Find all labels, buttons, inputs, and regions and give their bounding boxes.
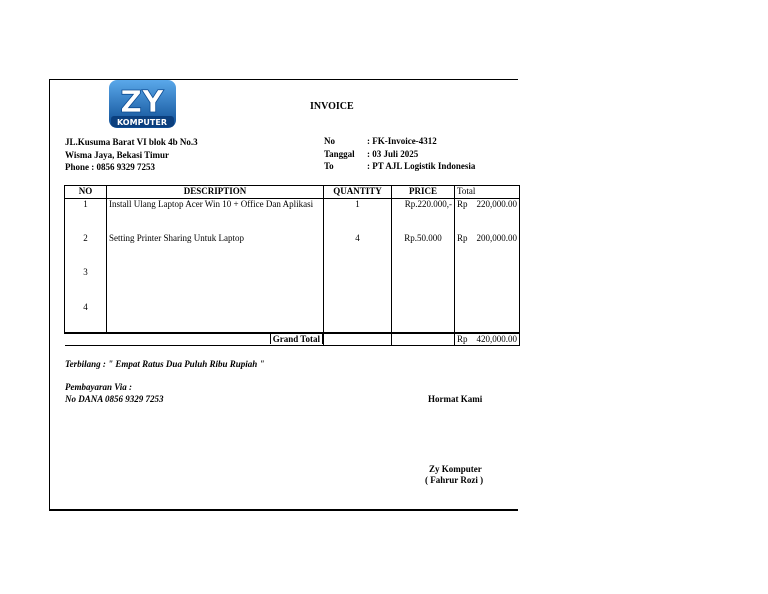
- amount-in-words: Terbilang : " Empat Ratus Dua Puluh Ribu Rupiah ": [65, 359, 265, 369]
- invoice-to-value: : PT AJL Logistik Indonesia: [367, 161, 476, 171]
- row-no: 3: [65, 267, 107, 302]
- row-total-prefix: Rp: [457, 232, 468, 243]
- invoice-to-label: To: [324, 161, 334, 171]
- grand-total-value: 420,000.00: [476, 333, 517, 344]
- header-description: DESCRIPTION: [107, 186, 324, 199]
- row-total-value: 200,000.00: [476, 232, 517, 243]
- company-address-line2: Wisma Jaya, Bekasi Timur: [65, 150, 170, 160]
- header-quantity: QUANTITY: [324, 186, 392, 199]
- row-price: Rp.220.000,-: [392, 199, 455, 233]
- row-quantity: 4: [324, 233, 392, 267]
- svg-text:ZY: ZY: [120, 85, 164, 120]
- table-row: [65, 302, 520, 333]
- row-total: [455, 302, 520, 333]
- invoice-date-value: : 03 Juli 2025: [367, 149, 419, 159]
- header-no: NO: [65, 186, 107, 199]
- header-total: Total: [455, 186, 520, 199]
- row-total: [455, 233, 520, 267]
- row-no: 1: [65, 199, 107, 233]
- invoice-date-label: Tanggal: [324, 149, 355, 159]
- invoice-title: INVOICE: [310, 101, 354, 112]
- payment-label: Pembayaran Via :: [65, 382, 132, 392]
- row-total: [455, 199, 520, 233]
- svg-text:KOMPUTER: KOMPUTER: [116, 118, 168, 127]
- row-quantity: [324, 267, 392, 302]
- signature-company: Zy Komputer: [429, 464, 482, 474]
- header-price: PRICE: [392, 186, 455, 199]
- grand-total-price: [392, 333, 455, 346]
- invoice-no-label: No: [324, 136, 335, 146]
- row-no: 4: [65, 302, 107, 333]
- table-row: [65, 267, 520, 302]
- row-description: Setting Printer Sharing Untuk Laptop: [107, 233, 324, 267]
- row-price: [392, 302, 455, 333]
- grand-total-cell: [65, 333, 324, 346]
- company-logo: [108, 79, 177, 129]
- grand-total-row: [65, 333, 520, 346]
- items-table: [64, 185, 520, 346]
- payment-account: No DANA 0856 9329 7253: [65, 394, 164, 404]
- invoice-no-value: : FK-Invoice-4312: [367, 136, 437, 146]
- table-row: [65, 199, 520, 233]
- row-price: [392, 267, 455, 302]
- grand-total-prefix: Rp: [457, 333, 468, 344]
- row-price: Rp.50.000: [392, 233, 455, 267]
- grand-total-amount: [455, 333, 520, 346]
- row-no: 2: [65, 233, 107, 267]
- left-border: [49, 79, 50, 510]
- company-address-line1: JL.Kusuma Barat VI blok 4b No.3: [65, 137, 198, 147]
- row-description: Install Ulang Laptop Acer Win 10 + Office Dan Aplikasi: [107, 199, 324, 233]
- signature-person: ( Fahrur Rozi ): [425, 475, 484, 485]
- row-description: [107, 267, 324, 302]
- row-total-prefix: Rp: [457, 199, 468, 209]
- table-row: [65, 233, 520, 267]
- row-quantity: [324, 302, 392, 333]
- row-quantity: 1: [324, 199, 392, 233]
- row-total: [455, 267, 520, 302]
- signature-greeting: Hormat Kami: [428, 394, 483, 404]
- company-phone: Phone : 0856 9329 7253: [65, 162, 155, 172]
- bottom-border: [49, 509, 518, 511]
- table-header-row: [65, 186, 520, 199]
- grand-total-quantity: [324, 333, 392, 346]
- row-total-value: 220,000.00: [476, 199, 517, 209]
- row-description: [107, 302, 324, 333]
- grand-total-label: Grand Total: [270, 334, 323, 344]
